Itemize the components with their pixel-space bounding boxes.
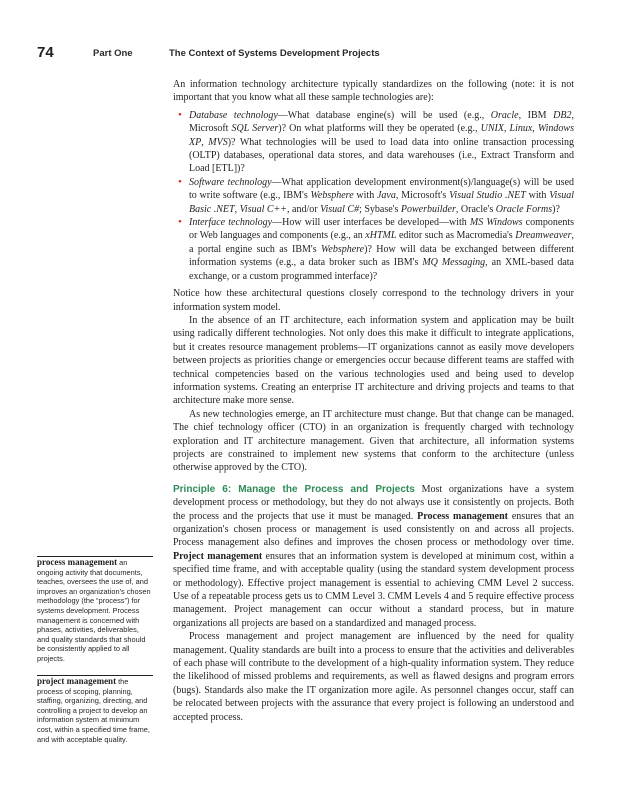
principle-paragraph	[173, 483, 574, 630]
product-name: Java	[376, 190, 396, 202]
product-name: Visual Studio .NET	[449, 190, 526, 202]
key-term-project-management: Project management	[173, 550, 263, 562]
product-name: DB2	[553, 109, 572, 121]
margin-note-process-management	[37, 558, 153, 664]
section-spacer	[173, 475, 574, 483]
product-name: Oracle Forms	[495, 203, 553, 215]
text-run: , an XML-based data exchange, or a custom programmed interface)?	[189, 257, 574, 282]
page-number: 74	[37, 44, 54, 61]
part-label: Part One	[93, 48, 133, 59]
text-run: components or Web languages and components (e.g., an	[189, 217, 574, 242]
text-run: , a portal engine such as IBM's	[189, 230, 574, 255]
text-run: , and/or	[287, 203, 321, 215]
text-run: editor such as Macromedia's	[396, 230, 516, 242]
text-run: —How will user interfaces be developed—with	[272, 217, 470, 229]
main-text-column	[173, 78, 574, 724]
product-name: Websphere	[310, 190, 354, 202]
product-name: Oracle	[490, 109, 519, 121]
notice-paragraph: Notice how these architectural questions closely correspond to the technology drivers in your information system model.	[173, 288, 574, 313]
glossary-term: project management	[37, 676, 117, 686]
product-name: Visual Basic .NET	[189, 190, 575, 215]
architecture-list	[173, 109, 574, 283]
list-item-software	[189, 176, 574, 216]
emerge-paragraph: As new technologies emerge, an IT architecture must change. But that change can be managed. The chief technology officer (CTO) in an organization is frequently charged with technology exploration and IT architecture management. Given that architecture, all information systems projects are constrained to implement new systems that conform to the architecture (unless otherwise approved by the CTO).	[173, 408, 574, 474]
product-name: MQ Messaging	[422, 257, 486, 269]
key-term-process-management: Process management	[417, 510, 509, 522]
list-item-database	[189, 109, 574, 176]
margin-note-project-management	[37, 677, 153, 744]
chapter-title: The Context of Systems Development Projects	[169, 48, 380, 59]
text-run: )? How will data be exchanged between different information systems (e.g., a data broker such as IBM's	[189, 243, 574, 269]
text-run: ensures that an organization's chosen process or management is used consistently on and across all projects. Process management also defines and improves the chosen process or methodology over time.	[173, 510, 574, 549]
bullet-term: Interface technology	[189, 217, 273, 229]
text-run: , Oracle's	[455, 203, 496, 215]
text-run: ,	[532, 123, 538, 135]
product-name: MS Windows	[469, 217, 523, 229]
product-name: Websphere	[320, 243, 365, 255]
text-run: )? On what platforms will they be operated (e.g.,	[278, 123, 481, 135]
text-run: —What application development environment(s)/language(s) will be used to write software (e.g., IBM's	[189, 176, 575, 202]
product-name: Visual C++	[239, 203, 288, 215]
glossary-term: process management	[37, 557, 118, 567]
text-run: ,	[234, 203, 240, 215]
product-name: Powerbuilder	[400, 203, 456, 215]
text-run: ensures that an information system is developed at minimum cost, within a specified time frame, and with acceptable quality (using the standard system development process or methodology). Effective project management is essential to achieving CMM Level 2 success. Use of a repeatable process gets us to CMM Level 3. CMM Levels 4 and 5 require effective process management. Project management can occur without a standard process, but in mature organizations all projects are based on a standardized and managed process.	[173, 550, 574, 629]
product-name: UNIX	[480, 123, 504, 135]
product-name: MVS	[208, 136, 228, 148]
product-name: SQL Server	[231, 123, 279, 135]
product-name: xHTML	[365, 230, 397, 242]
text-run: , Microsoft	[189, 109, 574, 135]
intro-paragraph: An information technology architecture typically standardizes on the following (note: it is not important that you know what all these sample technologies are):	[173, 79, 574, 104]
bullet-term: Software technology	[189, 176, 272, 188]
text-run: , IBM	[518, 109, 554, 121]
product-name: Visual C#	[320, 203, 360, 215]
bullet-term: Database technology	[189, 109, 278, 121]
glossary-definition: the process of scoping, planning, staffing, organizing, directing, and controlling a project to develop an information system at minimum cost, within a specified time frame, and with acceptable quality.	[37, 677, 150, 744]
text-run: , Microsoft's	[395, 190, 450, 202]
text-run: with	[525, 190, 550, 202]
product-name: Dreamweaver	[515, 230, 572, 242]
text-run: with	[353, 190, 377, 202]
principle-heading: Principle 6: Manage the Process and Projects	[173, 483, 415, 495]
text-run: ,	[201, 136, 209, 148]
text-run: )?	[552, 203, 560, 215]
absence-paragraph: In the absence of an IT architecture, each information system and application may be built using radically different technologies. Not only does this make it difficult to integrate applications, but it creates resource management problems—IT organizations cannot as easily move developers between projects as priorities change or emergencies occur because different teams are staffed with technical competencies based on the various technologies used and being used to develop information systems. Creating an enterprise IT architecture and driving projects and teams to that architecture make more sense.	[173, 314, 574, 407]
product-name: Linux	[509, 123, 533, 135]
text-run: Most organizations have a system development process or methodology, but they do not always use it consistently on projects. Both the process and the projects that use it must be managed.	[173, 483, 575, 522]
glossary-definition: an ongoing activity that documents, teaches, oversees the use of, and improves an organization's chosen methodology (the “process”) for systems development. Process management is concerned with phases, activities, deliverables, and quality standards that should be consistently applied to all projects.	[37, 558, 151, 663]
quality-paragraph: Process management and project management are influenced by the need for quality management. Quality standards are built into a process to ensure that the activities and deliverables of each phase will contribute to the development of a high-quality information system. They reduce the likelihood of missed problems and requirements, as well as flawed designs and program errors (bugs). Standards also make the IT organization more agile. As personnel changes occur, staff can be relocated between projects with the assurance that every project is following an understood and accepted process.	[173, 631, 574, 723]
running-header	[37, 44, 589, 63]
text-run: ; Sybase's	[359, 203, 401, 215]
text-run: —What database engine(s) will be used (e.g.,	[277, 109, 491, 121]
list-item-interface	[189, 216, 574, 283]
text-run: )? What technologies will be used to load data into online transaction processing (OLTP) databases, operational data stores, and data warehouses (i.e., Extract Transform and Load [ETL])?	[189, 136, 575, 175]
product-name: Windows XP	[189, 123, 574, 148]
text-run: ,	[503, 123, 510, 135]
